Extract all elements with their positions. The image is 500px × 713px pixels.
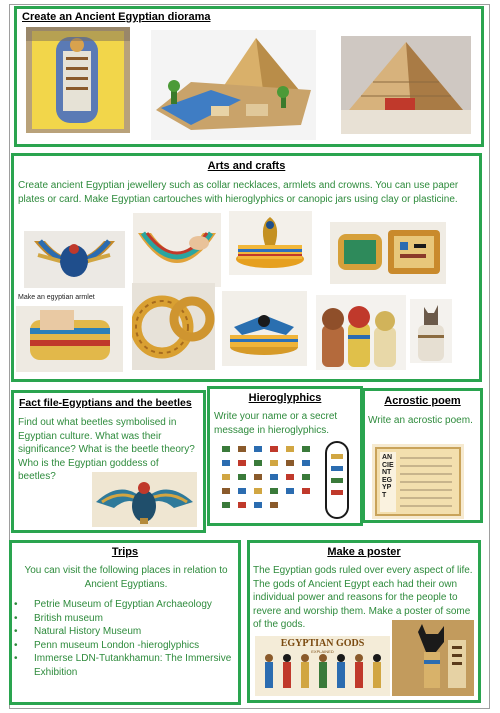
- armlet-caption: Make an egyptian armlet: [18, 294, 95, 301]
- hieroglyphics-description: Write your name or a secret message in hieroglyphics.: [214, 411, 338, 436]
- acrostic-poem-image: [372, 444, 464, 519]
- poster-description: The Egyptian gods ruled over every aspect of life. The gods of Ancient Egypt each had their own individual power and reasons for the people to revere and worship them. Make a poster of some of the gods.: [253, 565, 473, 630]
- pyramid-model-image: [341, 36, 471, 134]
- factfile-description: Find out what beetles symbolised in Egyptian culture. What was their significance? What is the beetle theory? Who is the Egyptian goddess of beetles?: [18, 417, 195, 482]
- trips-list: [14, 598, 236, 679]
- trip-item: • Natural History Museum: [14, 625, 236, 639]
- trip-item: • Petrie Museum of Egyptian Archaeology: [14, 598, 236, 612]
- poster-image-subtitle: EXPLAINED: [311, 649, 334, 654]
- hieroglyphics-title: Hieroglyphics: [248, 392, 322, 404]
- winged-crown-image: [222, 291, 307, 366]
- arts-title: Arts and crafts: [207, 160, 286, 172]
- collar-necklace-making-image: [133, 213, 221, 287]
- trip-item: • Penn museum London -hieroglyphics: [14, 639, 236, 653]
- trips-title: Trips: [111, 546, 139, 558]
- cobra-crown-image: [229, 211, 312, 275]
- cartouche-image: [330, 222, 446, 284]
- diorama-title: Create an Ancient Egyptian diorama: [22, 11, 211, 23]
- hieroglyph-alphabet-image: [218, 440, 352, 520]
- acrostic-description: Write an acrostic poem.: [368, 415, 473, 426]
- poster-image-title: EGYPTIAN GODS: [280, 638, 365, 649]
- armlet-image: [16, 292, 123, 372]
- factfile-title: Fact file-Egyptians and the beetles: [19, 397, 192, 409]
- scarab-beetle-image: [92, 472, 197, 527]
- scarab-collar-image: [24, 231, 125, 288]
- anubis-jar-image: [410, 299, 452, 363]
- trip-item: • Immerse LDN-Tutankhamun: The Immersive Exhibition: [14, 652, 236, 679]
- egyptian-gods-poster-image: [255, 636, 390, 696]
- trip-item: • British museum: [14, 612, 236, 626]
- arts-description: Create ancient Egyptian jewellery such as collar necklaces, armlets and crowns. You can use paper plates or card. Make Egyptian cartouches with hieroglyphics or canopic jars using clay or plasticine.: [18, 180, 459, 205]
- acrostic-title: Acrostic poem: [384, 395, 461, 407]
- anubis-painting-image: [392, 620, 474, 696]
- trips-intro: You can visit the following places in relation to Ancient Egyptians.: [24, 565, 228, 590]
- egyptian-village-diorama-image: [151, 30, 316, 140]
- snake-armlet-image: [132, 283, 215, 370]
- sarcophagus-model-image: [26, 27, 130, 133]
- poster-title: Make a poster: [327, 546, 401, 558]
- canopic-jars-image: [316, 295, 406, 370]
- acrostic-image-text: ANCIENT EGYPT: [382, 454, 394, 499]
